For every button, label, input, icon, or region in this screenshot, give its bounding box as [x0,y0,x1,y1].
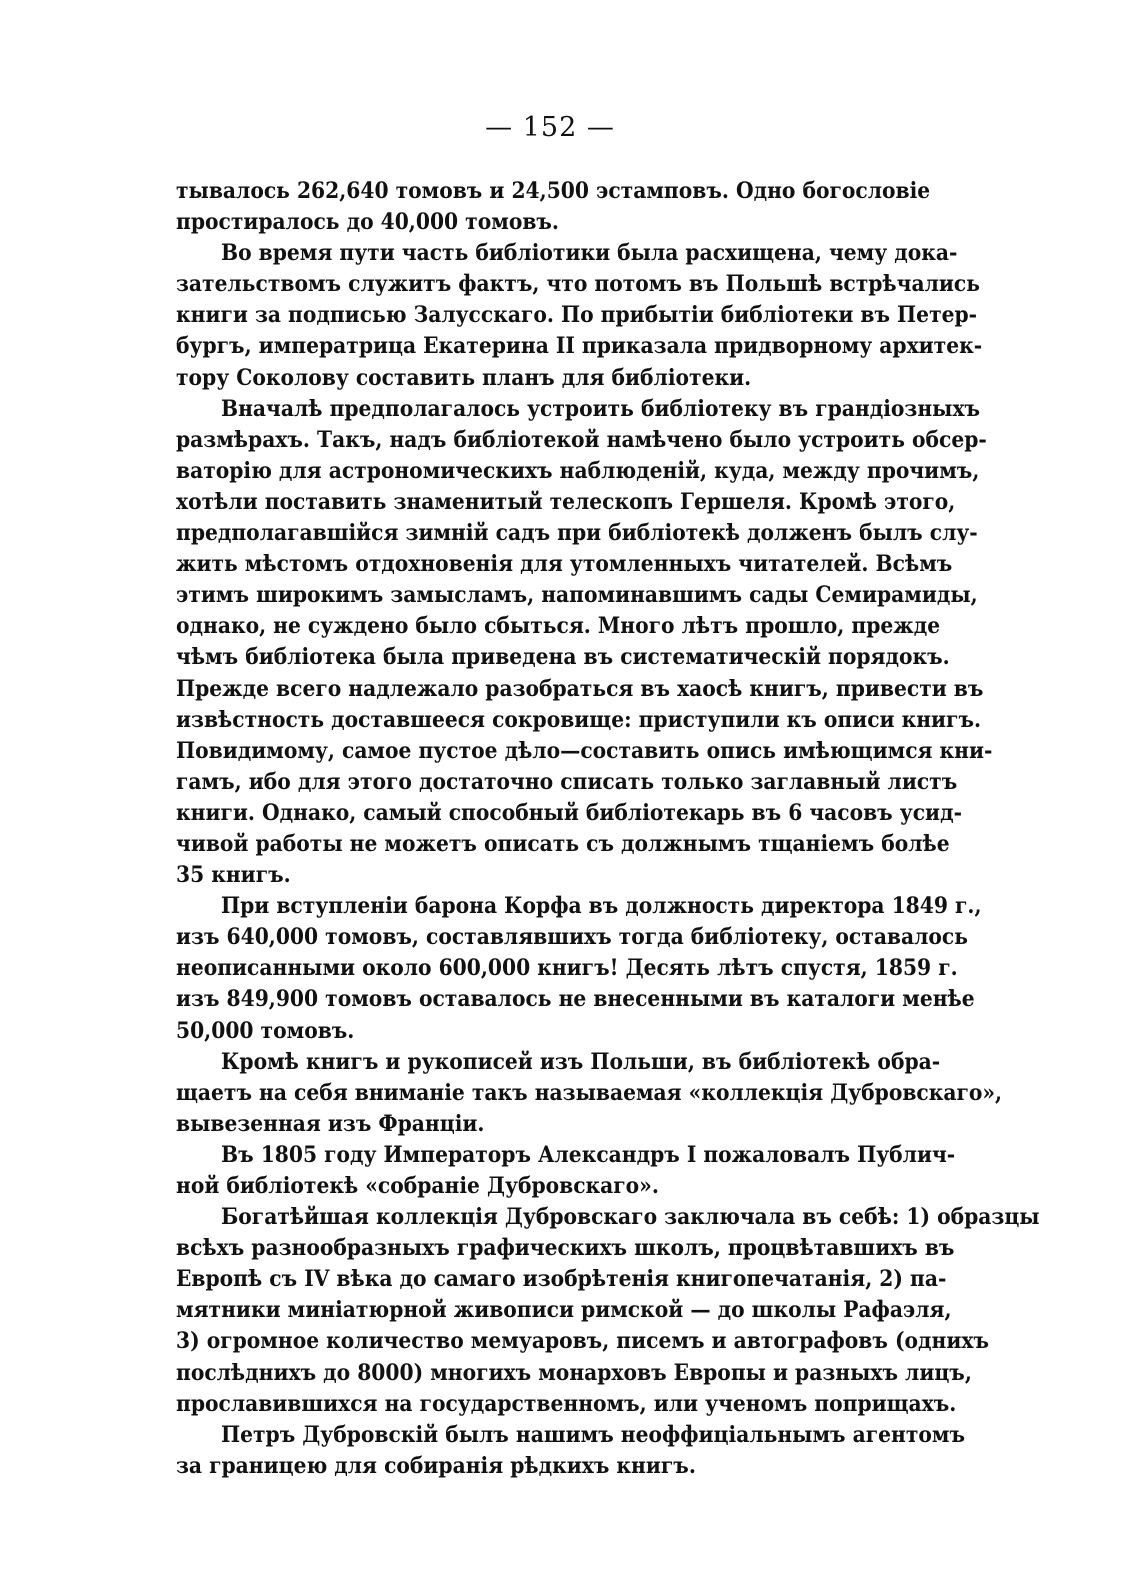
text-line: При вступленіи барона Корфа въ должность директора 1849 г., [221,893,982,920]
text-line: зательствомъ служитъ фактъ, что потомъ въ Польшѣ встрѣчались [176,271,980,298]
text-line: Повидимому, самое пустое дѣло—составить опись имѣющимся кни- [176,737,993,764]
text-line: ной библіотекѣ «собраніе Дубровскаго». [176,1173,659,1199]
text-line: однако, не суждено было сбыться. Много лѣтъ прошло, прежде [176,613,941,640]
text-line: за границею для собиранія рѣдкихъ книгъ. [176,1452,696,1479]
page-number: — 152 — [485,112,615,143]
text-line: всѣхъ разнообразныхъ графическихъ школъ, процвѣтавшихъ въ [176,1235,955,1262]
paragraph [176,238,983,393]
body-text-inner [176,176,1040,1482]
text-line: извѣстность доставшееся сокровище: приступили къ описи книгъ. [176,706,982,733]
text-line: книги. Однако, самый способный библіотекарь въ 6 часовъ усид- [176,799,962,826]
text-line: предполагавшійся зимній садъ при библіотекѣ долженъ былъ слу- [176,520,978,547]
text-line: Во время пути часть библіотики была расхищена, чему дока- [221,240,958,267]
text-line: щаетъ на себя вниманіе такъ называемая «коллекція Дубровскаго», [176,1079,1003,1106]
text-line: 50,000 томовъ. [176,1017,355,1044]
text-line: этимъ широкимъ замысламъ, напоминавшимъ сады Семирамиды, [176,582,978,609]
paragraph [176,891,982,1046]
text-line: книги за подписью Залусскаго. По прибытіи библіотеки въ Петер- [176,302,978,329]
paragraph [176,1047,1003,1140]
body-text [176,176,1040,1482]
text-line: изъ 849,900 томовъ оставалось не внесенными въ каталоги менѣе [176,986,975,1013]
text-line: жить мѣстомъ отдохновенія для утомленныхъ читателей. Всѣмъ [176,551,953,578]
text-line: хотѣли поставить знаменитый телескопъ Гершеля. Кромѣ этого, [176,488,956,515]
text-line: бургъ, императрица Екатерина II приказала придворному архитек- [176,333,983,360]
paragraph [176,394,993,892]
text-line: 35 книгъ. [176,862,291,889]
text-line: прославившихся на государственномъ, или ученомъ поприщахъ. [176,1390,957,1417]
paragraph [176,176,931,238]
text-line: тору Соколову составить планъ для библіотеки. [176,364,752,391]
text-line: чѣмъ библіотека была приведена въ систематическій порядокъ. [176,644,950,671]
text-line: мятники миніатюрной живописи римской — до школы Рафаэля, [176,1297,952,1324]
text-line: Европѣ съ IV вѣка до самаго изобрѣтенія книгопечатанія, 2) па- [176,1266,947,1293]
text-line: неописанными около 600,000 книгъ! Десять лѣтъ спустя, 1859 г. [176,955,958,982]
text-line: чивой работы не можетъ описать съ должнымъ тщаніемъ болѣе [176,830,950,857]
text-line: Прежде всего надлежало разобраться въ хаосѣ книгъ, привести въ [176,675,984,702]
text-line: 3) огромное количество мемуаровъ, писемъ и автографовъ (однихъ [176,1328,990,1355]
text-line: Богатѣйшая коллекція Дубровскаго заключала въ себѣ: 1) образцы [221,1204,1040,1231]
text-line: Петръ Дубровскій былъ нашимъ неоффиціальнымъ агентомъ [221,1421,966,1448]
text-line: Въ 1805 году Императоръ Александръ I пожаловалъ Публич- [221,1141,956,1168]
text-line: простиралось до 40,000 томовъ. [176,209,559,236]
text-line: размѣрахъ. Такъ, надъ библіотекой намѣчено было устроить обсер- [176,426,987,453]
text-line: вывезенная изъ Франціи. [176,1110,485,1137]
text-line: Вначалѣ предполагалось устроить библіотеку въ грандіозныхъ [221,395,981,422]
text-line: Кромѣ книгъ и рукописей изъ Польши, въ библіотекѣ обра- [221,1048,941,1075]
text-line: тывалось 262,640 томовъ и 24,500 эстамповъ. Одно богословіе [176,178,931,204]
text-line: гамъ, ибо для этого достаточно списать только заглавный листъ [176,768,958,795]
text-line: послѣднихъ до 8000) многихъ монарховъ Европы и разныхъ лицъ, [176,1359,972,1386]
text-line: ваторію для астрономическихъ наблюденій, куда, между прочимъ, [176,457,980,484]
paragraph [176,1202,1040,1420]
paragraph [176,1420,966,1482]
paragraph [176,1140,956,1202]
text-line: изъ 640,000 томовъ, составлявшихъ тогда библіотеку, оставалось [176,924,968,951]
